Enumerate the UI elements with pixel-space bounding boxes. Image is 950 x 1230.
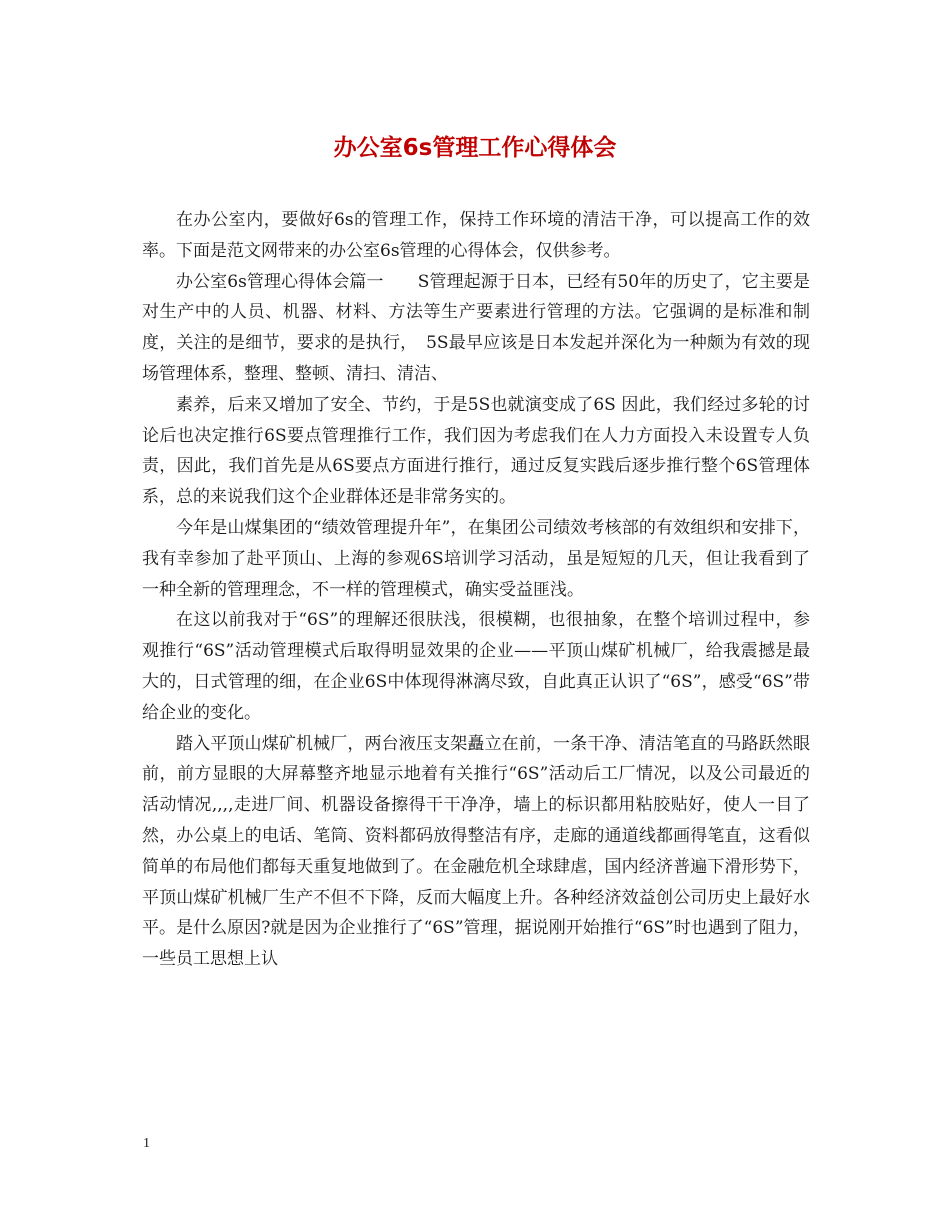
paragraph-3: 素养，后来又增加了安全、节约，于是5S也就演变成了6S 因此，我们经过多轮的讨论后也决定推行6S要点管理推行工作，我们因为考虑我们在人力方面投入未设置专人负责，因此，我们首先是从6S要点方面进行推行，通过反复实践后逐步推行整个6S管理体系，总的来说我们这个企业群体还是非常务实的。 <box>142 394 810 508</box>
paragraph-6: 踏入平顶山煤矿机械厂，两台液压支架矗立在前，一条干净、清洁笔直的马路跃然眼前，前方显眼的大屏幕整齐地显示地着有关推行“6S”活动后工厂情况，以及公司最近的活动情况,,,,走进厂间、机器设备擦得干干净净，墙上的标识都用粘胶贴好，使人一目了然，办公桌上的电话、笔筒、资料都码放得整洁有序，走廊的通道线都画得笔直，这看似简单的布局他们都每天重复地做到了。在金融危机全球肆虐，国内经济普遍下滑形势下，平顶山煤矿机械厂生产不但不下降，反而大幅度上升。各种经济效益创公司历史上最好水平。是什么原因?就是因为企业推行了“6S”管理，据说刚开始推行“6S”时也遇到了阻力，一些员工思想上认 <box>142 733 810 970</box>
paragraph-2: 办公室6s管理心得体会篇一 S管理起源于日本，已经有50年的历史了，它主要是对生产中的人员、机器、材料、方法等生产要素进行管理的方法。它强调的是标准和制度，关注的是细节，要求的是执行， 5S最早应该是日本发起并深化为一种颇为有效的现场管理体系，整理、整顿、清扫、清洁、 <box>142 271 810 384</box>
paragraph-5: 在这以前我对于“6S”的理解还很肤浅，很模糊，也很抽象，在整个培训过程中，参观推行“6S”活动管理模式后取得明显效果的企业——平顶山煤矿机械厂，给我震撼是最大的，日式管理的细，在企业6S中体现得淋漓尽致，自此真正认识了“6S”，感受“6S”带给企业的变化。 <box>142 610 810 723</box>
document-body <box>142 205 810 975</box>
paragraph-4: 今年是山煤集团的“绩效管理提升年”，在集团公司绩效考核部的有效组织和安排下，我有幸参加了赴平顶山、上海的参观6S培训学习活动，虽是短短的几天，但让我看到了一种全新的管理理念，不一样的管理模式，确实受益匪浅。 <box>142 517 810 600</box>
document-title: 办公室6s管理工作心得体会 <box>333 135 617 161</box>
paragraph-1: 在办公室内，要做好6s的管理工作，保持工作环境的清洁干净，可以提高工作的效率。下面是范文网带来的办公室6s管理的心得体会，仅供参考。 <box>142 210 810 261</box>
page-number: 1 <box>143 1136 150 1151</box>
